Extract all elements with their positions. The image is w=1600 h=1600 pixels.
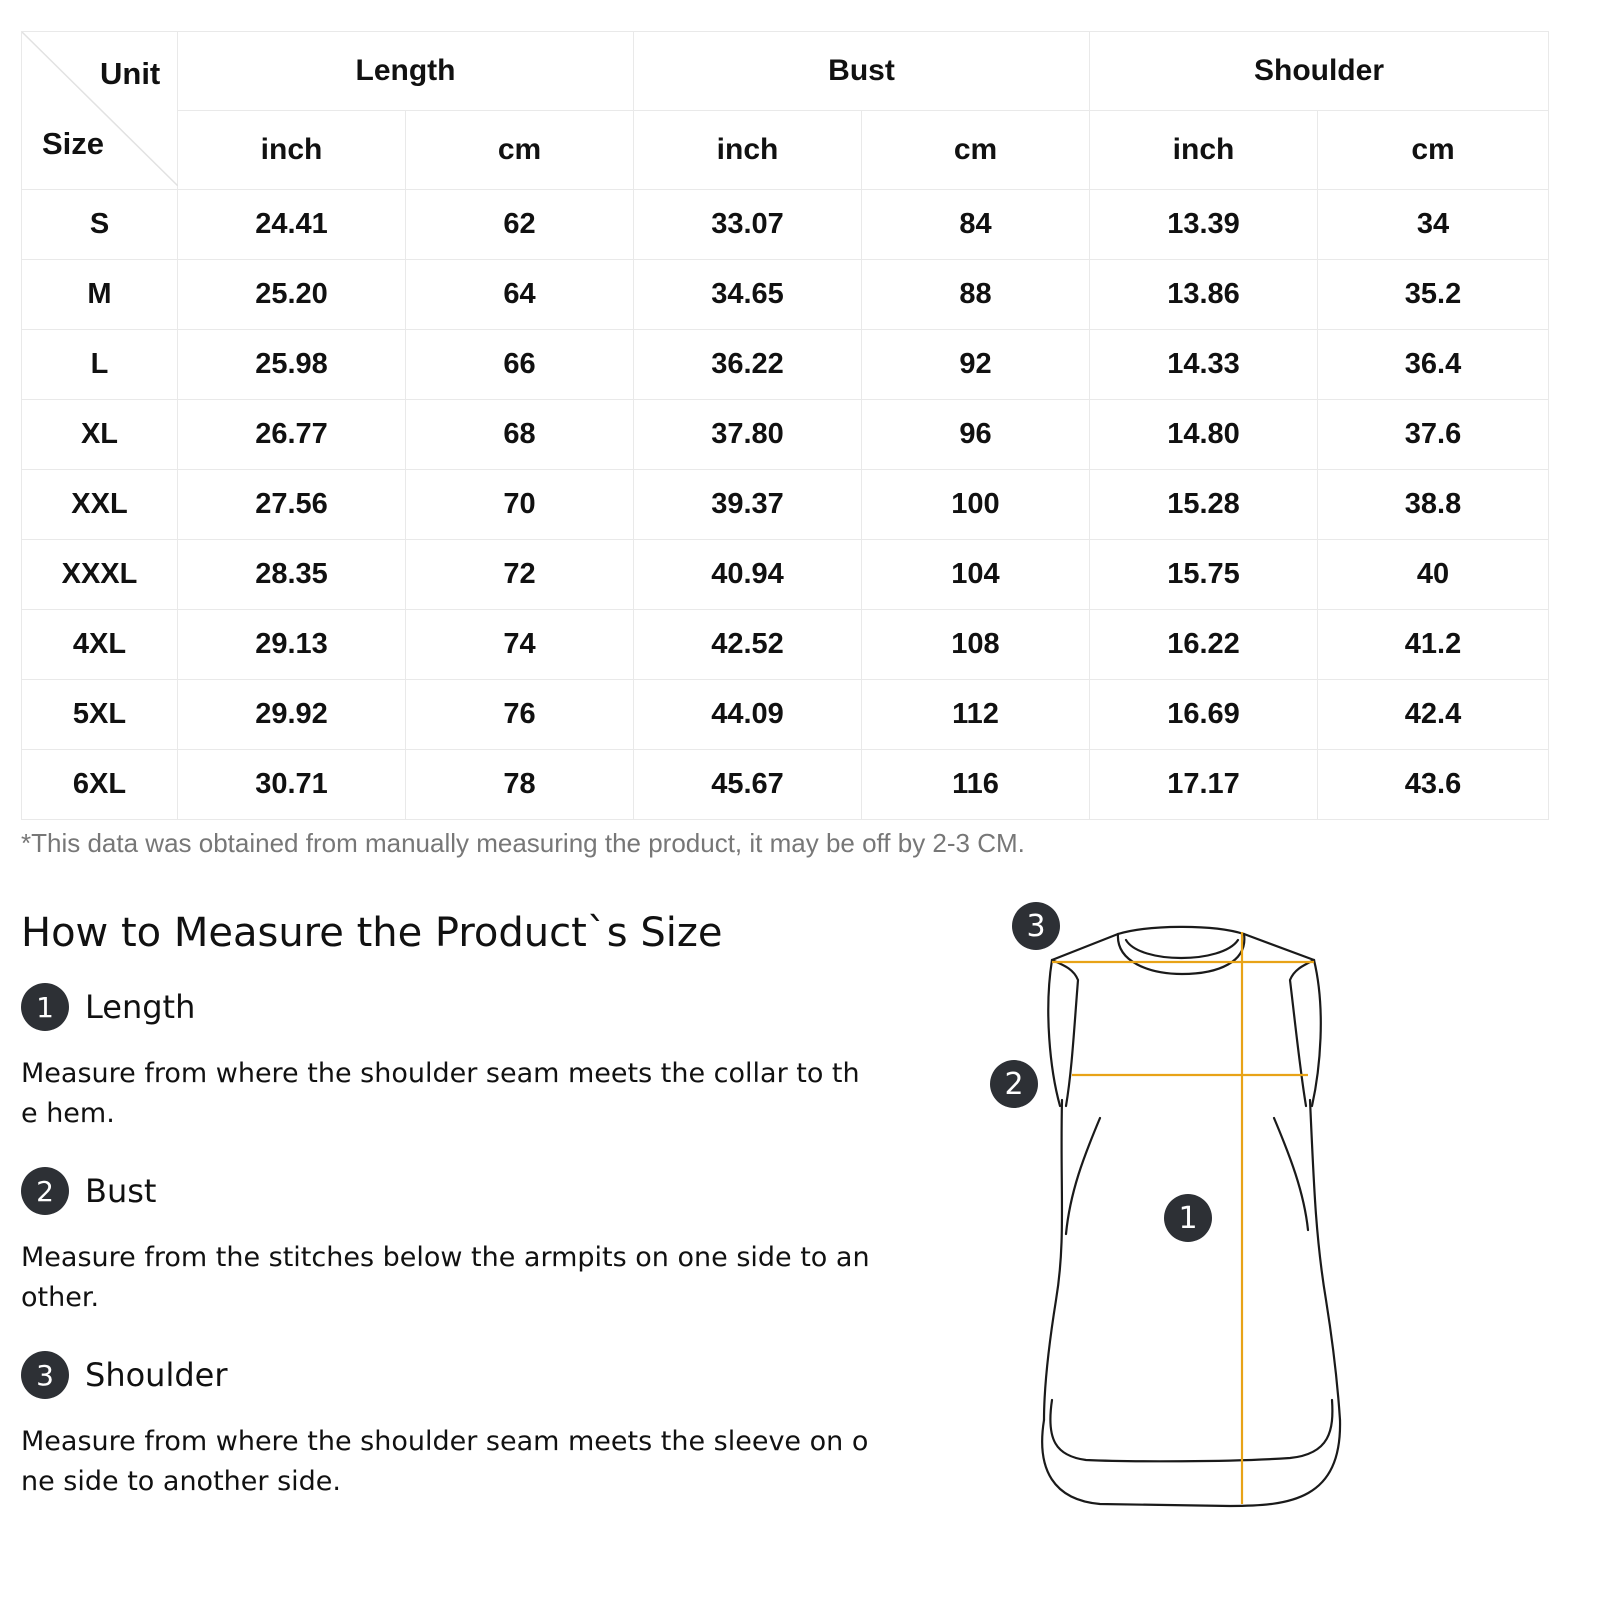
value-cell: 40.94 (634, 540, 862, 610)
table-row (22, 610, 1549, 680)
size-cell: 5XL (22, 680, 178, 750)
step-description: Measure from the stitches below the armpits on one side to another. (21, 1242, 870, 1313)
value-cell: 64 (406, 260, 634, 330)
value-cell: 16.22 (1090, 610, 1318, 680)
value-cell: 35.2 (1318, 260, 1549, 330)
value-cell: 68 (406, 400, 634, 470)
step-description: Measure from where the shoulder seam meets the collar to the hem. (21, 1058, 860, 1129)
step-length (21, 982, 871, 1134)
garment-diagram (990, 900, 1390, 1550)
value-cell: 76 (406, 680, 634, 750)
value-cell: 36.4 (1318, 330, 1549, 400)
value-cell: 34.65 (634, 260, 862, 330)
value-cell: 39.37 (634, 470, 862, 540)
step-number-badge: 3 (21, 1351, 69, 1399)
unit-header-row (22, 111, 1549, 190)
value-cell: 100 (862, 470, 1090, 540)
unit-header: inch (178, 111, 406, 190)
value-cell: 42.4 (1318, 680, 1549, 750)
table-row (22, 330, 1549, 400)
step-name: Shoulder (85, 1356, 228, 1394)
value-cell: 38.8 (1318, 470, 1549, 540)
corner-cell (22, 32, 178, 190)
value-cell: 43.6 (1318, 750, 1549, 820)
value-cell: 116 (862, 750, 1090, 820)
howto-title: How to Measure the Product`s Size (21, 910, 723, 956)
value-cell: 28.35 (178, 540, 406, 610)
value-cell: 104 (862, 540, 1090, 610)
value-cell: 34 (1318, 190, 1549, 260)
value-cell: 70 (406, 470, 634, 540)
value-cell: 40 (1318, 540, 1549, 610)
group-header-shoulder: Shoulder (1090, 32, 1549, 111)
unit-header: cm (1318, 111, 1549, 190)
value-cell: 84 (862, 190, 1090, 260)
size-cell: S (22, 190, 178, 260)
step-name: Length (85, 988, 196, 1026)
value-cell: 62 (406, 190, 634, 260)
value-cell: 24.41 (178, 190, 406, 260)
value-cell: 26.77 (178, 400, 406, 470)
value-cell: 25.98 (178, 330, 406, 400)
value-cell: 33.07 (634, 190, 862, 260)
marker-shoulder-badge: 3 (1012, 902, 1060, 950)
table-header-row (22, 32, 1549, 111)
marker-length-badge: 1 (1164, 1194, 1212, 1242)
value-cell: 30.71 (178, 750, 406, 820)
value-cell: 37.80 (634, 400, 862, 470)
value-cell: 13.86 (1090, 260, 1318, 330)
unit-header: cm (862, 111, 1090, 190)
table-row (22, 260, 1549, 330)
size-cell: M (22, 260, 178, 330)
step-number-badge: 2 (21, 1167, 69, 1215)
value-cell: 78 (406, 750, 634, 820)
table-row (22, 750, 1549, 820)
table-row (22, 400, 1549, 470)
value-cell: 29.13 (178, 610, 406, 680)
value-cell: 14.80 (1090, 400, 1318, 470)
value-cell: 72 (406, 540, 634, 610)
size-cell: XL (22, 400, 178, 470)
value-cell: 15.28 (1090, 470, 1318, 540)
unit-label: Unit (100, 56, 161, 91)
value-cell: 17.17 (1090, 750, 1318, 820)
value-cell: 13.39 (1090, 190, 1318, 260)
step-description: Measure from where the shoulder seam meets the sleeve on one side to another side. (21, 1426, 869, 1497)
value-cell: 42.52 (634, 610, 862, 680)
table-row (22, 470, 1549, 540)
value-cell: 15.75 (1090, 540, 1318, 610)
step-name: Bust (85, 1172, 157, 1210)
size-cell: 6XL (22, 750, 178, 820)
group-header-bust: Bust (634, 32, 1090, 111)
value-cell: 74 (406, 610, 634, 680)
unit-header: inch (634, 111, 862, 190)
marker-bust-badge: 2 (990, 1060, 1038, 1108)
size-cell: XXXL (22, 540, 178, 610)
table-row (22, 190, 1549, 260)
group-header-length: Length (178, 32, 634, 111)
size-cell: XXL (22, 470, 178, 540)
value-cell: 45.67 (634, 750, 862, 820)
value-cell: 88 (862, 260, 1090, 330)
value-cell: 16.69 (1090, 680, 1318, 750)
value-cell: 25.20 (178, 260, 406, 330)
value-cell: 14.33 (1090, 330, 1318, 400)
step-shoulder (21, 1350, 871, 1502)
table-row (22, 680, 1549, 750)
value-cell: 92 (862, 330, 1090, 400)
unit-header: cm (406, 111, 634, 190)
table-body (22, 190, 1549, 820)
value-cell: 37.6 (1318, 400, 1549, 470)
size-label: Size (42, 126, 105, 161)
value-cell: 44.09 (634, 680, 862, 750)
step-number-badge: 1 (21, 983, 69, 1031)
table-row (22, 540, 1549, 610)
value-cell: 41.2 (1318, 610, 1549, 680)
step-bust (21, 1166, 871, 1318)
size-cell: L (22, 330, 178, 400)
value-cell: 96 (862, 400, 1090, 470)
value-cell: 29.92 (178, 680, 406, 750)
value-cell: 112 (862, 680, 1090, 750)
unit-header: inch (1090, 111, 1318, 190)
measurement-disclaimer: *This data was obtained from manually measuring the product, it may be off by 2-3 CM. (21, 828, 1025, 858)
value-cell: 66 (406, 330, 634, 400)
size-chart-table (21, 31, 1549, 820)
value-cell: 36.22 (634, 330, 862, 400)
value-cell: 27.56 (178, 470, 406, 540)
size-cell: 4XL (22, 610, 178, 680)
value-cell: 108 (862, 610, 1090, 680)
